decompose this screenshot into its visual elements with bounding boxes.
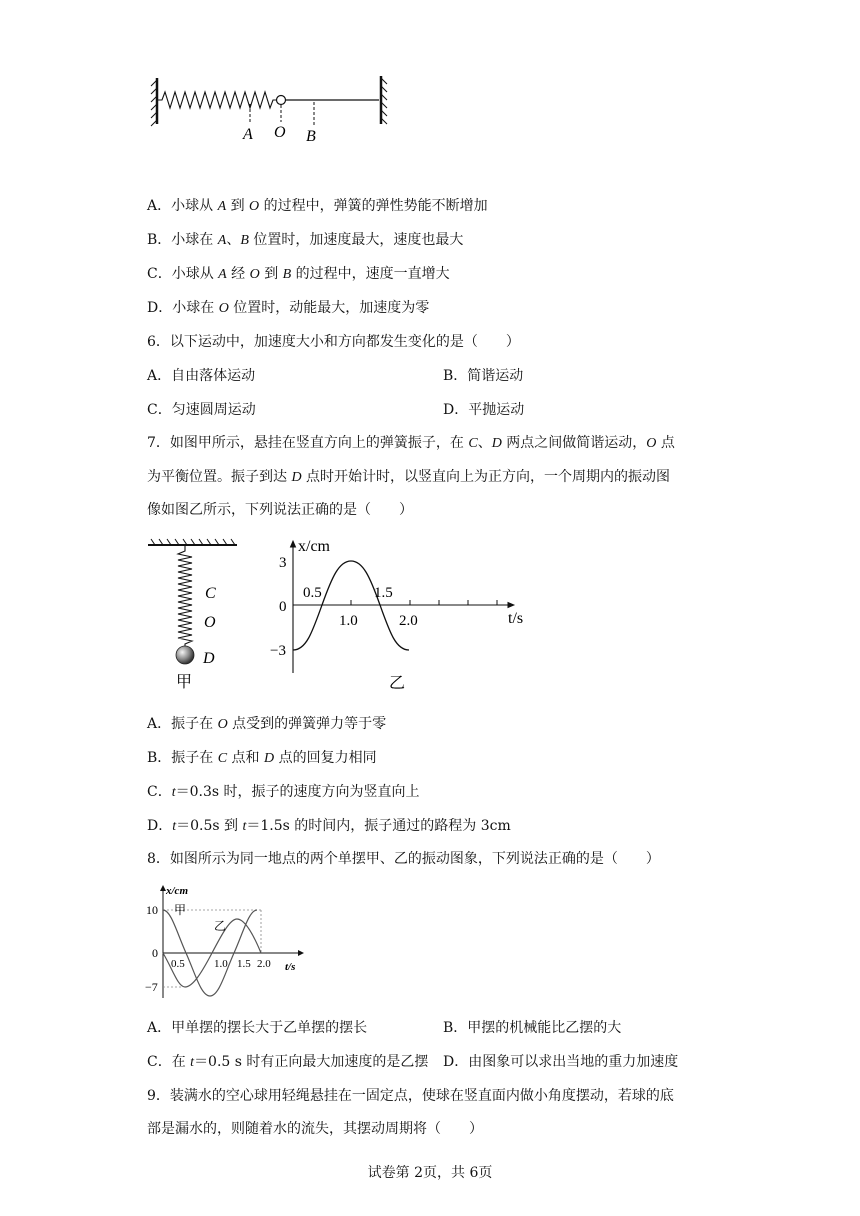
q5-option-a: A．小球从 A 到 O 的过程中，弹簧的弹性势能不断增加 (147, 198, 488, 214)
q7-stem-line2: 为平衡位置。振子到达 D 点时开始计时，以竖直向上为正方向，一个周期内的振动图 (147, 469, 671, 485)
q6-option-c: C．匀速圆周运动 (147, 402, 256, 418)
spring-oscillator-figure (150, 72, 390, 152)
q8-option-c: C．在 t＝0.5 s 时有正向最大加速度的是乙摆 (147, 1054, 429, 1070)
tick-2.0: 2.0 (399, 613, 418, 629)
q8-figure (140, 880, 310, 1000)
q6-stem: 6．以下运动中，加速度大小和方向都发生变化的是（ ） (147, 334, 520, 350)
q7-option-c: C．t＝0.3s 时，振子的速度方向为竖直向上 (147, 784, 420, 800)
tick-0.5: 0.5 (303, 585, 322, 601)
q8-tick-minus-7: −7 (145, 980, 158, 994)
q8-x-axis-label: t/s (285, 961, 296, 973)
q8-y-axis-label: x/cm (166, 885, 188, 897)
q8-tick-0: 0 (152, 946, 158, 960)
tick-minus-3: −3 (270, 643, 286, 659)
q6-option-b: B．简谐运动 (443, 368, 524, 384)
caption-jia: 甲 (176, 674, 193, 691)
q9-stem-line2: 部是漏水的，则随着水的流失，其摆动周期将（ ） (147, 1121, 483, 1137)
label-O: O (274, 124, 286, 141)
spring-oscillator-svg (150, 72, 390, 152)
hanging-ball (176, 646, 194, 664)
tick-3: 3 (279, 555, 287, 571)
y-axis-label: x/cm (298, 538, 330, 555)
q5-option-b: B．小球在 A、B 位置时，加速度最大，速度也最大 (147, 232, 464, 248)
label-D: D (203, 650, 215, 667)
q8-stem: 8．如图所示为同一地点的两个单摆甲、乙的振动图象，下列说法正确的是（ ） (147, 851, 660, 867)
q8-tick-2.0: 2.0 (257, 958, 271, 970)
vertical-spring-coil (178, 545, 192, 647)
q6-option-a: A．自由落体运动 (147, 368, 256, 384)
q8-tick-10: 10 (146, 903, 158, 917)
q7-figure-yi (262, 533, 542, 698)
label-B: B (306, 128, 316, 145)
q8-tick-1.5: 1.5 (237, 958, 251, 970)
label-O: O (204, 614, 216, 631)
x-axis-label: t/s (508, 610, 524, 627)
q7-option-b: B．振子在 C 点和 D 点的回复力相同 (147, 750, 377, 766)
tick-1.5: 1.5 (374, 585, 393, 601)
q6-option-d: D．平抛运动 (443, 402, 525, 418)
q8-tick-1.0: 1.0 (214, 958, 228, 970)
q7-figure-jia (145, 535, 245, 695)
q5-option-d: D．小球在 O 位置时，动能最大，加速度为零 (147, 300, 430, 316)
q8-option-b: B．甲摆的机械能比乙摆的大 (443, 1020, 622, 1036)
q8-option-a: A．甲单摆的摆长大于乙单摆的摆长 (147, 1020, 368, 1036)
caption-yi: 乙 (389, 675, 406, 692)
q8-label-yi: 乙 (214, 919, 227, 933)
tick-0: 0 (279, 599, 287, 615)
q7-stem-line1: 7．如图甲所示，悬挂在竖直方向上的弹簧振子，在 C、D 两点之间做简谐运动，O 点 (147, 435, 675, 451)
q8-label-jia: 甲 (174, 903, 187, 917)
q7-stem-line3: 像如图乙所示，下列说法正确的是（ ） (147, 502, 413, 518)
page-footer: 试卷第 2页，共 6页 (367, 1165, 493, 1181)
q8-option-d: D．由图象可以求出当地的重力加速度 (443, 1054, 679, 1070)
spring-coil (157, 92, 277, 108)
q7-option-a: A．振子在 O 点受到的弹簧弹力等于零 (147, 716, 387, 732)
q7-option-d: D．t＝0.5s 到 t＝1.5s 的时间内，振子通过的路程为 3cm (147, 818, 511, 834)
q8-tick-0.5: 0.5 (171, 958, 185, 970)
q5-option-c: C．小球从 A 经 O 到 B 的过程中，速度一直增大 (147, 266, 450, 282)
q9-stem-line1: 9．装满水的空心球用轻绳悬挂在一固定点，使球在竖直面内做小角度摆动，若球的底 (147, 1088, 674, 1104)
tick-1.0: 1.0 (339, 613, 358, 629)
label-A: A (243, 126, 253, 143)
oscillator-ball (277, 96, 286, 105)
label-C: C (205, 585, 216, 602)
